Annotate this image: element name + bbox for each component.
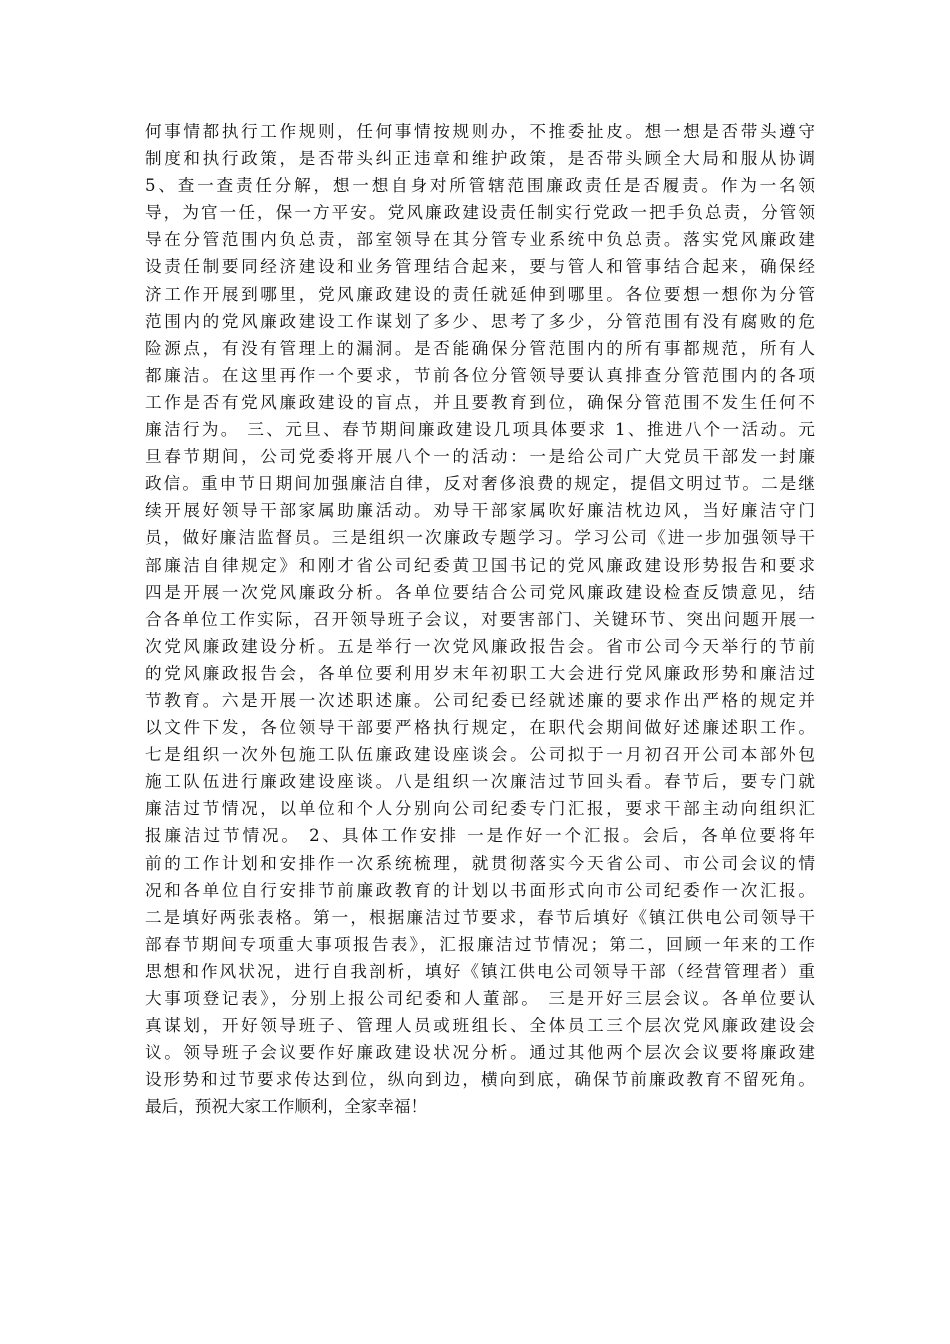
text-line: 济工作开展到哪里，党风廉政建设的责任就延伸到哪里。各位要想一想你为分管 [145, 284, 815, 304]
text-line: 议。领导班子会议要作好廉政建设状况分析。通过其他两个层次会议要将廉政建 [145, 1043, 815, 1063]
text-line: 以文件下发，各位领导干部要严格执行规定，在职代会期间做好述廉述职工作。 [145, 718, 815, 738]
text-line: 制度和执行政策，是否带头纠正违章和维护政策，是否带头顾全大局和服从协调 [145, 149, 815, 169]
text-line: 的党风廉政报告会，各单位要利用岁末年初职工大会进行党风廉政形势和廉洁过 [145, 663, 815, 683]
text-line: 况和各单位自行安排节前廉政教育的计划以书面形式向市公司纪委作一次汇报。 [145, 880, 815, 900]
text-line: 七是组织一次外包施工队伍廉政建设座谈会。公司拟于一月初召开公司本部外包 [145, 745, 815, 765]
text-line: 旦春节期间，公司党委将开展八个一的活动：一是给公司广大党员干部发一封廉 [145, 447, 815, 467]
text-line: 部廉洁自律规定》和刚才省公司纪委黄卫国书记的党风廉政建设形势报告和要求 [145, 555, 815, 575]
text-line: 政信。重申节日期间加强廉洁自律，反对奢侈浪费的规定，提倡文明过节。二是继 [145, 474, 815, 494]
text-line: 大事项登记表》，分别上报公司纪委和人董部。 三是开好三层会议。各单位要认 [145, 989, 815, 1008]
text-line: 前的工作计划和安排作一次系统梳理，就贯彻落实今天省公司、市公司会议的情 [145, 853, 815, 873]
text-line: 工作是否有党风廉政建设的盲点，并且要教育到位，确保分管范围不发生任何不 [145, 392, 815, 412]
text-line: 员，做好廉洁监督员。三是组织一次廉政专题学习。学习公司《进一步加强领导干 [145, 528, 815, 548]
text-line: 续开展好领导干部家属助廉活动。劝导干部家属吹好廉洁枕边风，当好廉洁守门 [145, 501, 815, 521]
text-line: 设责任制要同经济建设和业务管理结合起来，要与管人和管事结合起来，确保经 [145, 257, 815, 277]
text-line: 导在分管范围内负总责，部室领导在其分管专业系统中负总责。落实党风廉政建 [145, 230, 815, 250]
text-line: 四是开展一次党风廉政分析。各单位要结合公司党风廉政建设检查反馈意见，结 [145, 582, 815, 602]
text-line: 廉洁行为。 三、元旦、春节期间廉政建设几项具体要求 1、推进八个一活动。元 [145, 420, 815, 440]
text-line: 部春节期间专项重大事项报告表》，汇报廉洁过节情况；第二，回顾一年来的工作 [145, 934, 815, 954]
text-line: 报廉洁过节情况。 2、具体工作安排 一是作好一个汇报。会后，各单位要将年 [145, 826, 815, 846]
text-line: 设形势和过节要求传达到位，纵向到边，横向到底，确保节前廉政教育不留死角。 [145, 1070, 815, 1090]
text-line: 次党风廉政建设分析。五是举行一次党风廉政报告会。省市公司今天举行的节前 [145, 636, 815, 656]
text-line: 最后，预祝大家工作顺利，全家幸福！ [145, 1097, 428, 1117]
text-line: 范围内的党风廉政建设工作谋划了多少、思考了多少，分管范围有没有腐败的危 [145, 311, 815, 331]
text-line: 5、查一查责任分解，想一想自身对所管辖范围廉政责任是否履责。作为一名领 [145, 176, 815, 196]
text-line: 二是填好两张表格。第一，根据廉洁过节要求，春节后填好《镇江供电公司领导干 [145, 907, 815, 927]
text-line: 导，为官一任，保一方平安。党风廉政建设责任制实行党政一把手负总责，分管领 [145, 203, 815, 223]
text-line: 何事情都执行工作规则，任何事情按规则办，不推委扯皮。想一想是否带头遵守 [145, 122, 815, 141]
text-line: 险源点，有没有管理上的漏洞。是否能确保分管范围内的所有事都规范，所有人 [145, 338, 815, 358]
text-line: 都廉洁。在这里再作一个要求，节前各位分管领导要认真排查分管范围内的各项 [145, 365, 815, 385]
text-line: 合各单位工作实际，召开领导班子会议，对要害部门、关键环节、突出问题开展一 [145, 609, 815, 629]
body-text [145, 118, 815, 1120]
text-line: 施工队伍进行廉政建设座谈。八是组织一次廉洁过节回头看。春节后，要专门就 [145, 772, 815, 792]
text-line: 节教育。六是开展一次述职述廉。公司纪委已经就述廉的要求作出严格的规定并 [145, 690, 815, 710]
text-line: 廉洁过节情况，以单位和个人分别向公司纪委专门汇报，要求干部主动向组织汇 [145, 799, 815, 819]
text-line: 真谋划，开好领导班子、管理人员或班组长、全体员工三个层次党风廉政建设会 [145, 1016, 815, 1036]
text-line: 思想和作风状况，进行自我剖析，填好《镇江供电公司领导干部（经营管理者）重 [145, 961, 815, 981]
